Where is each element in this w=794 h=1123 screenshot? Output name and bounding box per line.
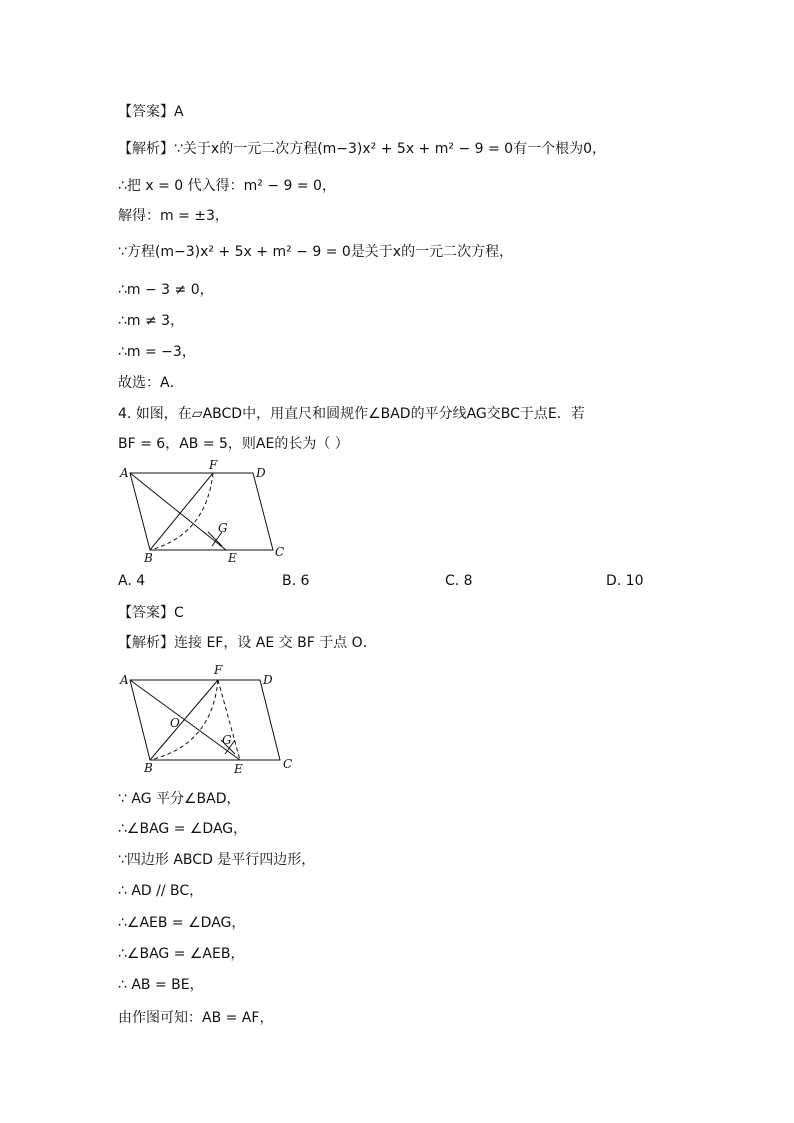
label-B: B	[144, 551, 153, 565]
proof-step-5: ∴∠AEB = ∠DAG，	[118, 915, 246, 931]
label-O: O	[170, 716, 180, 730]
proof-step-4: ∴ AD // BC，	[118, 883, 204, 899]
option-d: D. 10	[606, 573, 644, 589]
label-D: D	[263, 673, 273, 687]
segment-BF	[150, 680, 218, 760]
q4-analysis: 【解析】连接 EF，设 AE 交 BF 于点 O．	[118, 635, 377, 651]
label-A: A	[120, 673, 129, 687]
option-c: C. 8	[445, 573, 473, 589]
q4-answer: 【答案】C	[118, 605, 184, 621]
proof-step-2: ∴∠BAG = ∠DAG，	[118, 821, 248, 837]
proof-step-1: ∵ AG 平分∠BAD，	[118, 791, 241, 807]
proof-step-3: ∵四边形 ABCD 是平行四边形，	[118, 852, 316, 868]
label-F: F	[214, 663, 223, 677]
label-A: A	[120, 466, 129, 480]
proof-step-7: ∴ AB = BE，	[118, 977, 204, 993]
label-G: G	[222, 733, 232, 747]
parallelogram-figure-1	[118, 460, 298, 570]
parallelogram-outline	[130, 680, 280, 760]
parallelogram-figure-2	[118, 660, 298, 775]
label-E: E	[234, 762, 243, 776]
q3-step-quadratic: ∵方程(m−3)x² + 5x + m² − 9 = 0是关于x的一元二次方程，	[118, 244, 514, 260]
label-F: F	[209, 458, 218, 472]
segment-BF	[150, 473, 213, 550]
label-D: D	[256, 466, 266, 480]
q3-answer: 【答案】A	[118, 104, 184, 120]
label-E: E	[228, 551, 237, 565]
q3-conclusion: 故选：A．	[118, 375, 184, 391]
parallelogram-outline	[130, 473, 273, 550]
proof-step-8: 由作图可知：AB = AF，	[118, 1010, 274, 1026]
option-a: A. 4	[118, 573, 146, 589]
label-G: G	[218, 521, 228, 535]
q3-step-nonzero: ∴m − 3 ≠ 0，	[118, 282, 214, 298]
q3-step-substitute: ∴把 x = 0 代入得：m² − 9 = 0，	[118, 178, 336, 194]
label-C: C	[283, 757, 293, 771]
q3-step-not-three: ∴m ≠ 3，	[118, 313, 185, 329]
label-C: C	[275, 545, 285, 559]
q3-analysis: 【解析】∵关于x的一元二次方程(m−3)x² + 5x + m² − 9 = 0有一个根为0，	[118, 141, 606, 157]
q3-step-solve: 解得：m = ±3，	[118, 208, 229, 224]
q4-stem-line2: BF = 6，AB = 5，则AE的长为（ ）	[118, 436, 349, 452]
bisector-AE	[130, 473, 226, 550]
label-B: B	[144, 761, 153, 775]
proof-step-6: ∴∠BAG = ∠AEB，	[118, 946, 245, 962]
q4-stem-line1: 4. 如图，在▱ABCD中，用直尺和圆规作∠BAD的平分线AG交BC于点E．若	[118, 406, 585, 422]
q3-step-result: ∴m = −3，	[118, 344, 196, 360]
option-b: B. 6	[282, 573, 310, 589]
